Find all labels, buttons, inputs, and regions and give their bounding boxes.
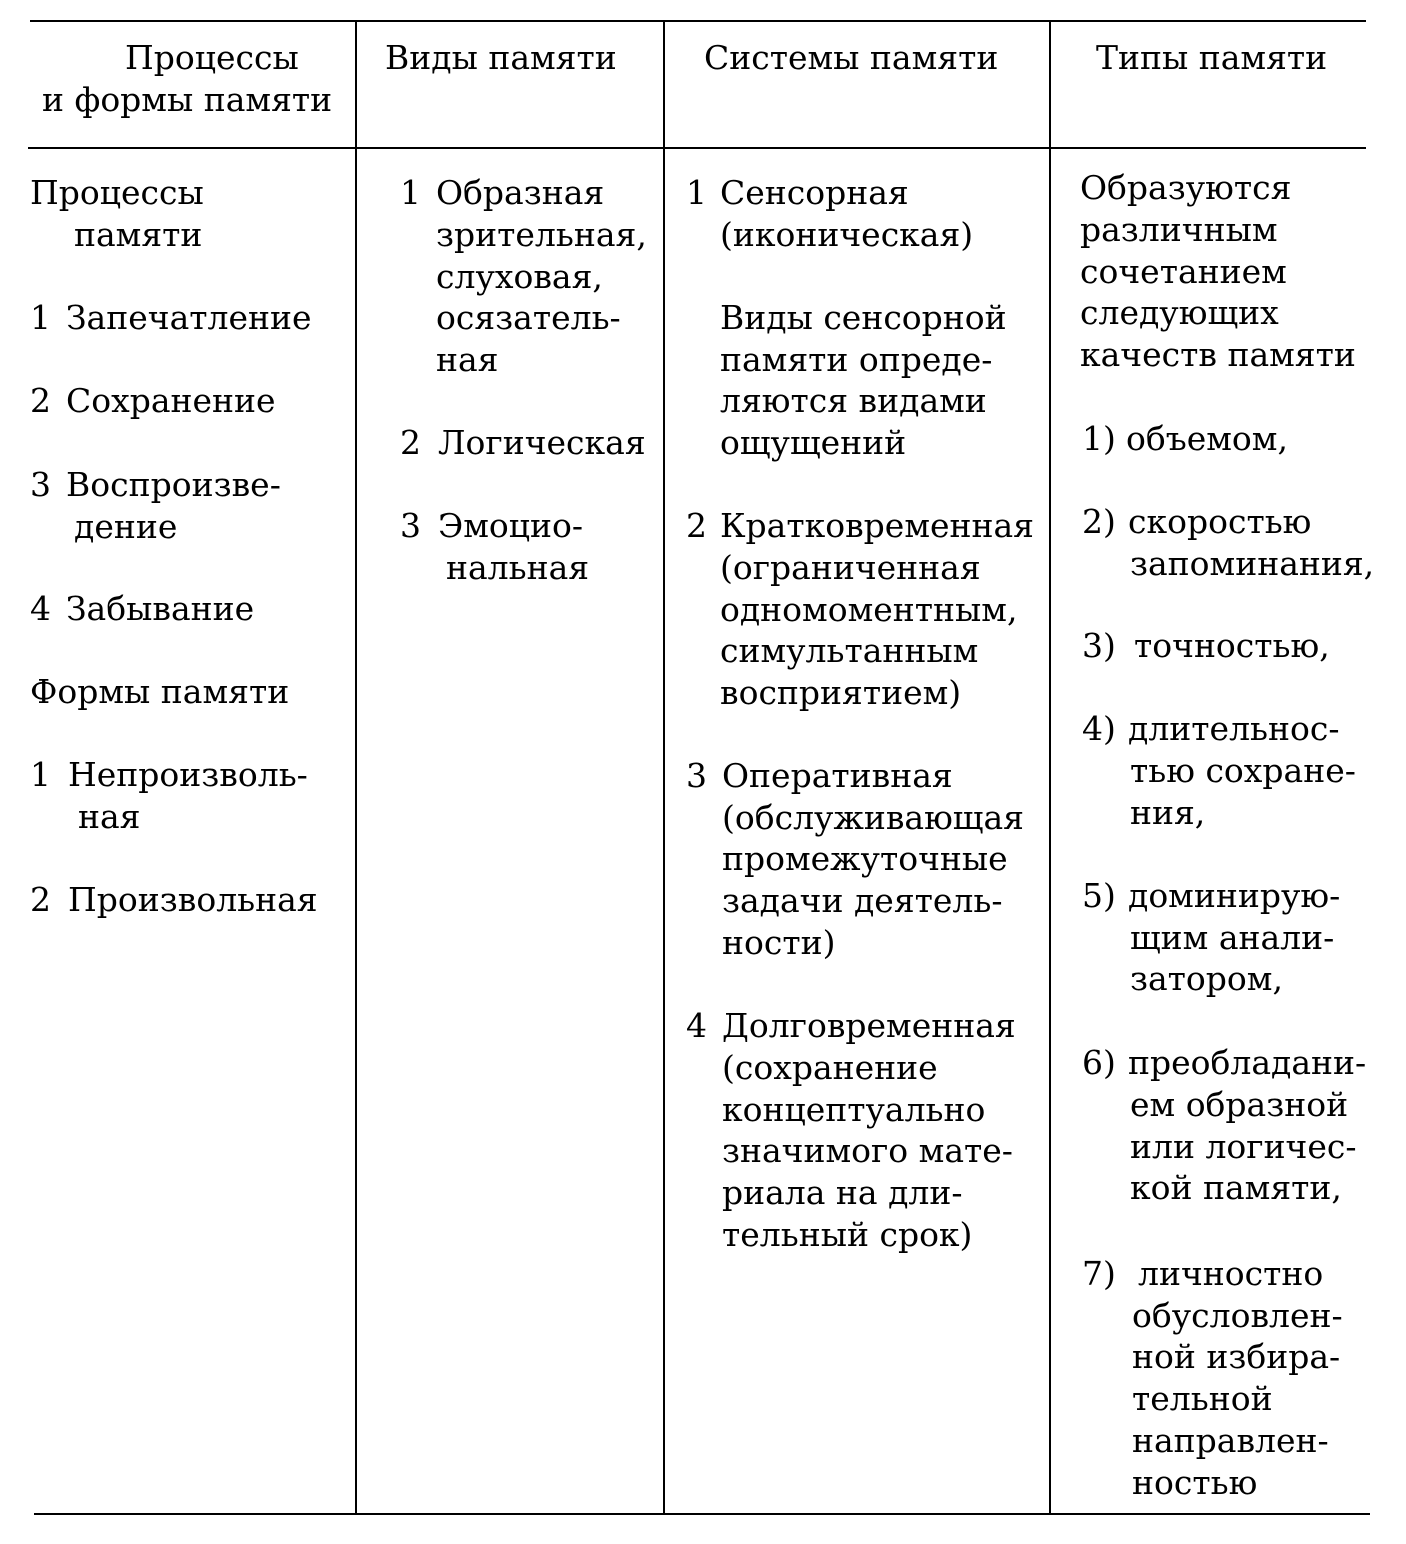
system-num-4: 4	[686, 1006, 707, 1045]
quality-7-line2: обусловлен-	[1132, 1296, 1343, 1335]
quality-num-1: 1)	[1082, 419, 1116, 458]
quality-7-line3: ной избира-	[1132, 1337, 1341, 1376]
types-intro-line1: Образуются	[1080, 168, 1292, 207]
table-bottom-rule	[34, 1513, 1370, 1515]
system-3-line3: промежуточные	[722, 839, 1008, 878]
system-4-line6: тельный срок)	[722, 1215, 973, 1254]
system-1-line4: Виды сенсорной	[720, 298, 1007, 337]
quality-7-line4: тельной	[1132, 1379, 1273, 1418]
quality-4-line2: тью сохране-	[1130, 751, 1356, 790]
kind-2-line1: Логическая	[438, 423, 646, 462]
form-num-1: 1	[30, 755, 51, 794]
system-2-line2: (ограниченная	[720, 548, 981, 587]
system-1-line5: памяти опреде-	[720, 340, 993, 379]
quality-6-line4: кой памяти,	[1130, 1168, 1342, 1207]
quality-num-4: 4)	[1082, 709, 1116, 748]
system-4-line2: (сохранение	[722, 1048, 938, 1087]
system-num-3: 3	[686, 756, 707, 795]
system-4-line4: значимого мате-	[722, 1131, 1013, 1170]
system-1-line6: ляются видами	[720, 381, 987, 420]
quality-5-line3: затором,	[1130, 959, 1283, 998]
process-label-3-line2: дение	[74, 507, 178, 546]
kind-num-2: 2	[400, 423, 421, 462]
system-1-line2: (иконическая)	[720, 215, 974, 254]
table-top-rule	[30, 20, 1366, 22]
processes-title-line1: Процессы	[30, 173, 204, 212]
processes-title-line2: памяти	[74, 215, 203, 254]
quality-7-line6: ностью	[1132, 1463, 1258, 1502]
quality-4-line3: ния,	[1130, 793, 1206, 832]
header-col4: Типы памяти	[1096, 38, 1328, 77]
system-4-line5: риала на дли-	[722, 1173, 963, 1212]
quality-5-line1: доминирую-	[1128, 876, 1341, 915]
forms-title: Формы памяти	[30, 672, 290, 711]
header-bottom-rule	[28, 147, 1366, 149]
header-col1-line2: и формы памяти	[42, 80, 333, 119]
quality-3-line1: точностью,	[1134, 626, 1330, 665]
quality-2-line2: запоминания,	[1130, 544, 1375, 583]
header-col1-line1: Процессы	[125, 38, 299, 77]
quality-5-line2: щим анали-	[1130, 918, 1335, 957]
system-num-2: 2	[686, 506, 707, 545]
quality-num-2: 2)	[1082, 502, 1116, 541]
process-label-4: Забывание	[66, 589, 255, 628]
process-label-3-line1: Воспроизве-	[66, 465, 281, 504]
kind-3-line1: Эмоцио-	[438, 506, 584, 545]
system-num-1: 1	[686, 173, 707, 212]
process-num-1: 1	[30, 298, 51, 337]
types-intro-line5: качеств памяти	[1080, 335, 1356, 374]
kind-num-1: 1	[400, 173, 421, 212]
quality-num-3: 3)	[1082, 626, 1116, 665]
system-2-line5: восприятием)	[720, 673, 962, 712]
process-label-1: Запечатление	[66, 298, 312, 337]
kind-num-3: 3	[400, 506, 421, 545]
quality-4-line1: длительнос-	[1128, 709, 1340, 748]
types-intro-line4: следующих	[1080, 293, 1279, 332]
quality-num-5: 5)	[1082, 876, 1116, 915]
form-num-2: 2	[30, 880, 51, 919]
system-3-line4: задачи деятель-	[722, 881, 1003, 920]
form-label-2: Произвольная	[68, 880, 318, 919]
process-num-2: 2	[30, 381, 51, 420]
kind-1-line1: Образная	[436, 173, 605, 212]
system-1-line1: Сенсорная	[720, 173, 909, 212]
quality-num-7: 7)	[1082, 1254, 1116, 1293]
process-num-3: 3	[30, 465, 51, 504]
kind-1-line3: слуховая,	[436, 257, 603, 296]
column-divider-3	[1049, 20, 1051, 1514]
column-divider-2	[663, 20, 665, 1514]
quality-7-line5: направлен-	[1132, 1421, 1329, 1460]
quality-6-line2: ем образной	[1130, 1085, 1349, 1124]
types-intro-line2: различным	[1080, 210, 1278, 249]
process-num-4: 4	[30, 589, 51, 628]
kind-1-line4: осязатель-	[436, 298, 621, 337]
quality-6-line1: преобладани-	[1128, 1043, 1367, 1082]
quality-7-line1: личностно	[1138, 1254, 1324, 1293]
system-4-line3: концептуально	[722, 1090, 986, 1129]
process-label-2: Сохранение	[66, 381, 276, 420]
system-2-line4: симультанным	[720, 631, 979, 670]
system-3-line2: (обслуживающая	[722, 798, 1024, 837]
system-2-line3: одномоментным,	[720, 590, 1018, 629]
quality-1-line1: объемом,	[1126, 419, 1288, 458]
system-1-line7: ощущений	[720, 423, 907, 462]
form-label-1-line1: Непроизволь-	[68, 755, 308, 794]
types-intro-line3: сочетанием	[1080, 252, 1287, 291]
quality-num-6: 6)	[1082, 1043, 1116, 1082]
form-label-1-line2: ная	[78, 797, 141, 836]
system-2-line1: Кратковременная	[720, 506, 1034, 545]
system-3-line5: ности)	[722, 923, 836, 962]
system-4-line1: Долговременная	[722, 1006, 1016, 1045]
kind-1-line2: зрительная,	[436, 215, 647, 254]
quality-2-line1: скоростью	[1128, 502, 1312, 541]
quality-6-line3: или логичес-	[1130, 1127, 1357, 1166]
kind-3-line2: нальная	[446, 548, 590, 587]
column-divider-1	[355, 20, 357, 1514]
system-3-line1: Оперативная	[722, 756, 953, 795]
header-col2: Виды памяти	[385, 38, 617, 77]
header-col3: Системы памяти	[704, 38, 999, 77]
kind-1-line5: ная	[436, 340, 499, 379]
